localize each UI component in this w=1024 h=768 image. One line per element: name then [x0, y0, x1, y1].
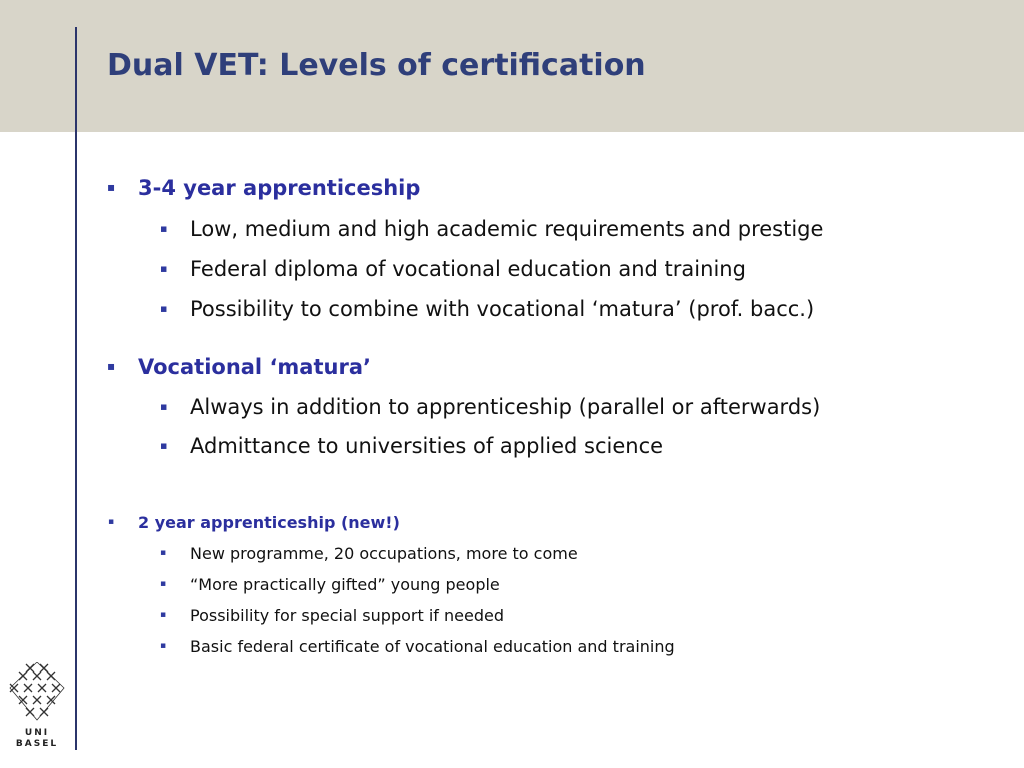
section-3-heading: 2 year apprenticeship (new!)	[138, 513, 400, 532]
list-item	[160, 544, 578, 563]
bullet-section-3	[108, 513, 400, 532]
list-item-text: Possibility for special support if needed	[190, 606, 504, 625]
list-item-text: Possibility to combine with vocational ‘matura’ (prof. bacc.)	[190, 297, 815, 321]
bullet-square-icon: ▪	[160, 222, 168, 235]
bullet-section-2	[107, 355, 371, 379]
bullet-square-icon: ▪	[160, 641, 167, 651]
basel-crosses-icon	[8, 662, 66, 724]
bullet-square-icon: ▪	[160, 579, 167, 589]
list-item-text: Federal diploma of vocational education and training	[190, 257, 746, 281]
bullet-square-icon: ▪	[160, 439, 168, 452]
list-item	[160, 395, 820, 419]
list-item	[160, 434, 663, 458]
list-item-text: Low, medium and high academic requirements and prestige	[190, 217, 824, 241]
list-item-text: Always in addition to apprenticeship (parallel or afterwards)	[190, 395, 821, 419]
list-item-text: Admittance to universities of applied science	[190, 434, 664, 458]
list-item-text: Basic federal certificate of vocational education and training	[190, 637, 675, 656]
list-item	[160, 637, 675, 656]
list-item-text: New programme, 20 occupations, more to come	[190, 544, 578, 563]
logo-text-line2: BASEL	[15, 739, 59, 749]
section-1-heading: 3-4 year apprenticeship	[138, 176, 421, 200]
list-item	[160, 297, 814, 321]
uni-basel-logo	[8, 662, 66, 748]
bullet-square-icon: ▪	[107, 180, 116, 194]
bullet-square-icon: ▪	[160, 302, 168, 315]
list-item-text: “More practically gifted” young people	[190, 575, 500, 594]
bullet-square-icon: ▪	[160, 400, 168, 413]
section-2-heading: Vocational ‘matura’	[138, 355, 371, 379]
bullet-square-icon: ▪	[160, 262, 168, 275]
bullet-square-icon: ▪	[160, 548, 167, 558]
list-item	[160, 217, 823, 241]
slide-title: Dual VET: Levels of certification	[107, 48, 646, 83]
vertical-rule	[75, 27, 77, 750]
bullet-square-icon: ▪	[160, 610, 167, 620]
bullet-square-icon: ▪	[107, 359, 116, 373]
bullet-square-icon: ▪	[108, 517, 115, 527]
bullet-section-1	[107, 176, 420, 200]
list-item	[160, 606, 504, 625]
list-item	[160, 575, 500, 594]
logo-text-line1: UNI	[24, 728, 50, 738]
list-item	[160, 257, 746, 281]
